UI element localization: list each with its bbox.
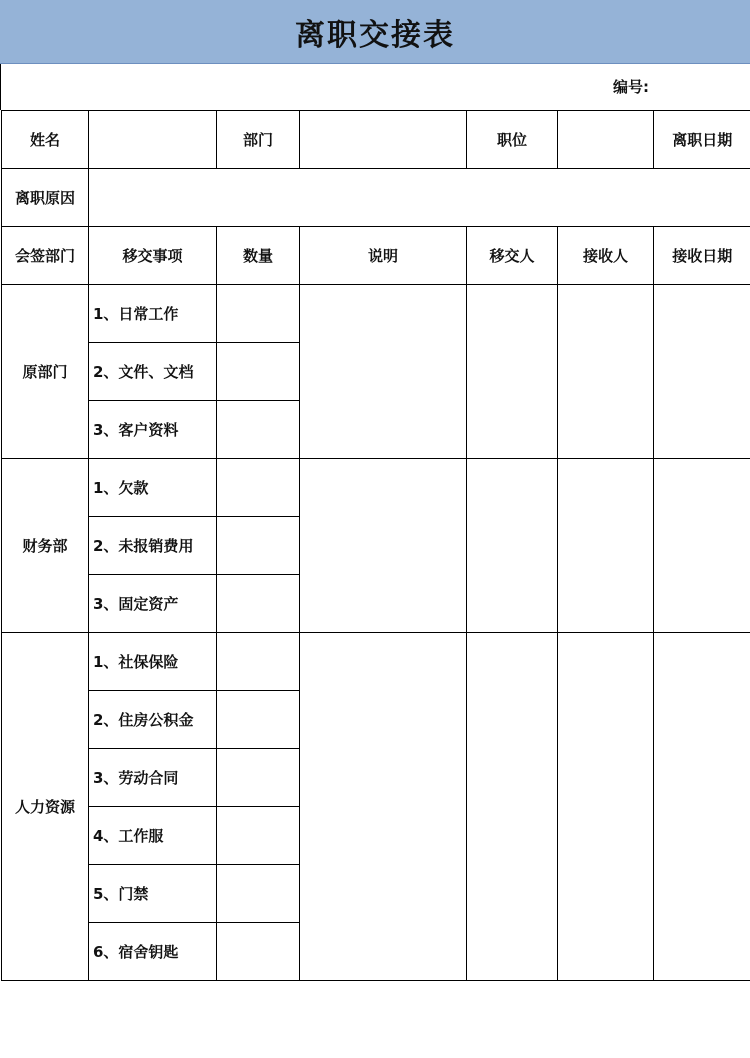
serial-row [0, 64, 750, 110]
form-title: 离职交接表 [295, 17, 455, 53]
position-label: 职位 [467, 111, 558, 169]
handover-item: 2、文件、文档 [89, 343, 217, 401]
position-value-cell[interactable] [558, 111, 654, 169]
column-header: 数量 [217, 227, 300, 285]
table-row [2, 459, 750, 517]
description-cell[interactable] [300, 633, 467, 981]
column-header-row [2, 227, 750, 285]
quantity-cell[interactable] [217, 923, 300, 981]
quantity-cell[interactable] [217, 285, 300, 343]
column-header: 移交人 [467, 227, 558, 285]
description-cell[interactable] [300, 459, 467, 633]
receive-date-cell[interactable] [654, 285, 750, 459]
handover-item: 6、宿舍钥匙 [89, 923, 217, 981]
description-cell[interactable] [300, 285, 467, 459]
section-dept-label: 原部门 [2, 285, 89, 459]
serial-number-label: 编号: [613, 78, 649, 96]
section-dept-label: 人力资源 [2, 633, 89, 981]
handover-item: 5、门禁 [89, 865, 217, 923]
quantity-cell[interactable] [217, 865, 300, 923]
handover-person-cell[interactable] [467, 285, 558, 459]
quantity-cell[interactable] [217, 401, 300, 459]
receive-date-cell[interactable] [654, 459, 750, 633]
column-header: 接收日期 [654, 227, 750, 285]
dept-label: 部门 [217, 111, 300, 169]
quantity-cell[interactable] [217, 633, 300, 691]
reason-label: 离职原因 [2, 169, 89, 227]
column-header: 移交事项 [89, 227, 217, 285]
quantity-cell[interactable] [217, 691, 300, 749]
title-bar [0, 0, 750, 64]
handover-person-cell[interactable] [467, 459, 558, 633]
name-label: 姓名 [2, 111, 89, 169]
receiver-cell[interactable] [558, 633, 654, 981]
handover-form-table [1, 110, 750, 981]
receive-date-cell[interactable] [654, 633, 750, 981]
handover-item: 1、社保保险 [89, 633, 217, 691]
quantity-cell[interactable] [217, 343, 300, 401]
quantity-cell[interactable] [217, 807, 300, 865]
table-row [2, 285, 750, 343]
handover-item: 2、住房公积金 [89, 691, 217, 749]
quantity-cell[interactable] [217, 575, 300, 633]
handover-item: 1、欠款 [89, 459, 217, 517]
reason-row [2, 169, 750, 227]
handover-item: 2、未报销费用 [89, 517, 217, 575]
section-dept-label: 财务部 [2, 459, 89, 633]
table-row [2, 633, 750, 691]
receiver-cell[interactable] [558, 459, 654, 633]
handover-item: 3、固定资产 [89, 575, 217, 633]
receiver-cell[interactable] [558, 285, 654, 459]
column-header: 说明 [300, 227, 467, 285]
leave-date-label: 离职日期 [654, 111, 750, 169]
reason-value-cell[interactable] [89, 169, 750, 227]
handover-item: 3、客户资料 [89, 401, 217, 459]
info-row [2, 111, 750, 169]
name-value-cell[interactable] [89, 111, 217, 169]
handover-item: 4、工作服 [89, 807, 217, 865]
quantity-cell[interactable] [217, 459, 300, 517]
quantity-cell[interactable] [217, 749, 300, 807]
handover-item: 1、日常工作 [89, 285, 217, 343]
column-header: 会签部门 [2, 227, 89, 285]
handover-person-cell[interactable] [467, 633, 558, 981]
quantity-cell[interactable] [217, 517, 300, 575]
dept-value-cell[interactable] [300, 111, 467, 169]
handover-item: 3、劳动合同 [89, 749, 217, 807]
column-header: 接收人 [558, 227, 654, 285]
